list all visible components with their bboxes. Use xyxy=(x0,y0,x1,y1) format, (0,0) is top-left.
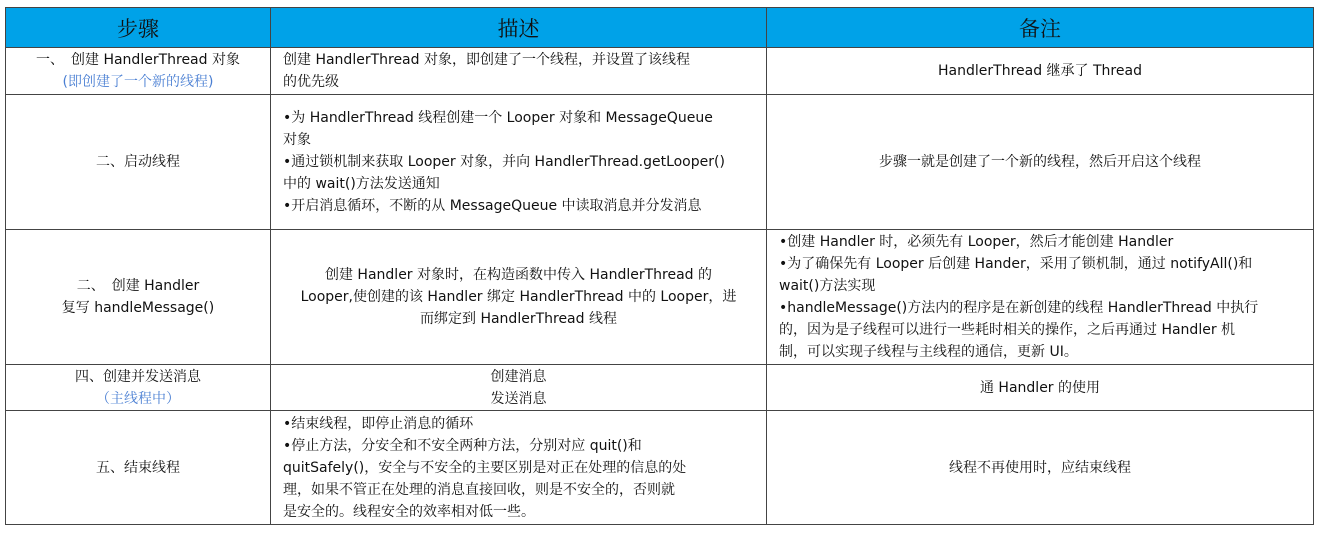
note-cell xyxy=(767,365,1314,411)
step-subtext: (即创建了一个新的线程) xyxy=(62,74,214,90)
handlerthread-steps-table-wrapper xyxy=(5,7,1314,525)
step-subtext: （主线程中） xyxy=(96,390,180,407)
description-line: Looper,使创建的该 Handler 绑定 HandlerThread 中的 Looper，进 xyxy=(300,289,737,305)
description-line: 中的 wait()方法发送通知 xyxy=(283,176,440,192)
note-line: HandlerThread 继承了 Thread xyxy=(938,63,1142,79)
step-text: 五、结束线程 xyxy=(96,459,180,476)
description-line: 发送消息 xyxy=(490,390,547,407)
note-line: •创建 Handler 时，必须先有 Looper，然后才能创建 Handler xyxy=(779,234,1174,250)
handlerthread-steps-table xyxy=(5,7,1314,525)
note-line: 线程不再使用时，应结束线程 xyxy=(949,459,1131,476)
note-line: 制，可以实现子线程与主线程的通信，更新 UI。 xyxy=(779,344,1078,360)
header-note: 备注 xyxy=(767,8,1314,48)
step-text: 复写 handleMessage() xyxy=(61,300,215,316)
description-line: •结束线程，即停止消息的循环 xyxy=(283,415,474,432)
description-cell xyxy=(271,230,767,365)
note-cell xyxy=(767,230,1314,365)
table-row xyxy=(6,411,1314,525)
description-line: 的优先级 xyxy=(283,74,339,90)
header-description: 描述 xyxy=(271,8,767,48)
note-cell xyxy=(767,48,1314,95)
description-cell xyxy=(271,365,767,411)
description-line: •开启消息循环，不断的从 MessageQueue 中读取消息并分发消息 xyxy=(283,198,702,214)
description-line: •为 HandlerThread 线程创建一个 Looper 对象和 MessageQueue xyxy=(283,110,713,126)
note-line: 步骤一就是创建了一个新的线程，然后开启这个线程 xyxy=(879,154,1201,170)
step-cell xyxy=(6,365,271,411)
table-row xyxy=(6,48,1314,95)
note-line: 的，因为是子线程可以进行一些耗时相关的操作，之后再通过 Handler 机 xyxy=(779,322,1236,338)
description-cell xyxy=(271,411,767,525)
table-row xyxy=(6,365,1314,411)
step-text: 四、创建并发送消息 xyxy=(75,368,201,385)
note-line: wait()方法实现 xyxy=(779,278,876,294)
description-line: quitSafely()，安全与不安全的主要区别是对正在处理的信息的处 xyxy=(283,459,687,476)
description-line: 是安全的。线程安全的效率相对低一些。 xyxy=(283,503,535,520)
note-cell xyxy=(767,411,1314,525)
description-line: 创建 HandlerThread 对象，即创建了一个线程，并设置了该线程 xyxy=(283,52,690,68)
description-line: •通过锁机制来获取 Looper 对象，并向 HandlerThread.getLooper() xyxy=(283,154,725,170)
description-line: 理，如果不管正在处理的消息直接回收，则是不安全的，否则就 xyxy=(283,481,675,498)
note-cell xyxy=(767,95,1314,230)
description-line: 创建 Handler 对象时，在构造函数中传入 HandlerThread 的 xyxy=(324,267,712,283)
description-cell xyxy=(271,48,767,95)
header-step: 步骤 xyxy=(6,8,271,48)
step-text: 二、 创建 Handler xyxy=(76,278,200,294)
description-line: 而绑定到 HandlerThread 线程 xyxy=(420,311,617,327)
note-line: 通 Handler 的使用 xyxy=(979,379,1101,396)
note-line: •为了确保先有 Looper 后创建 Hander，采用了锁机制，通过 notifyAll()和 xyxy=(779,256,1253,272)
table-row xyxy=(6,230,1314,365)
description-line: 创建消息 xyxy=(490,368,547,385)
step-text: 一、 创建 HandlerThread 对象 xyxy=(36,52,240,68)
step-cell xyxy=(6,230,271,365)
header-row xyxy=(6,8,1314,48)
step-text: 二、启动线程 xyxy=(96,154,180,170)
table-row xyxy=(6,95,1314,230)
description-line: 对象 xyxy=(283,132,311,148)
description-cell xyxy=(271,95,767,230)
description-line: •停止方法，分安全和不安全两种方法，分别对应 quit()和 xyxy=(283,437,642,454)
step-cell xyxy=(6,411,271,525)
step-cell xyxy=(6,95,271,230)
note-line: •handleMessage()方法内的程序是在新创建的线程 HandlerThread 中执行 xyxy=(779,300,1259,316)
step-cell xyxy=(6,48,271,95)
